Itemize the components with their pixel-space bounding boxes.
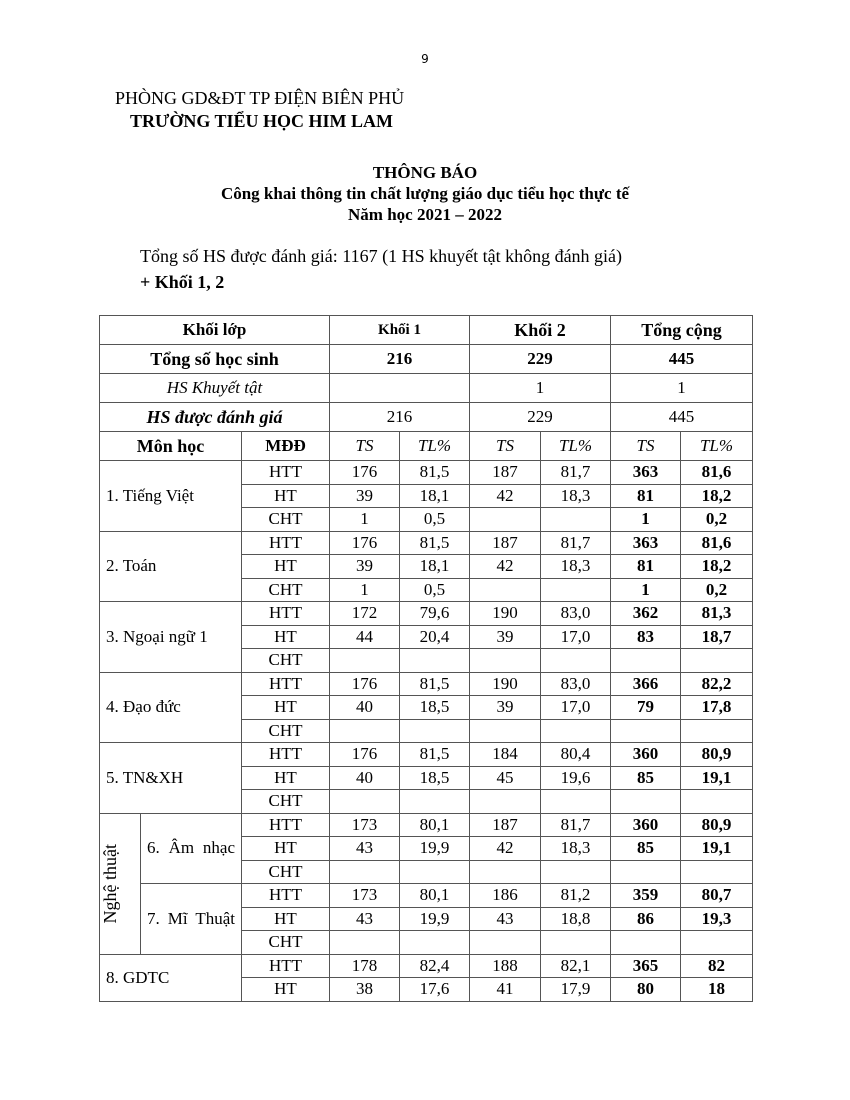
k2-ts-cell: 42 [470,484,541,508]
level-cell: CHT [242,860,330,884]
k1-tl-cell [400,719,470,743]
k2-ts-cell: 186 [470,884,541,908]
table-row [100,954,753,978]
doc-title: THÔNG BÁO [372,163,478,182]
level-cell: HTT [242,813,330,837]
t-ts-cell: 360 [611,813,681,837]
level-cell: HT [242,978,330,1002]
k1-ts-cell: 1 [330,508,400,532]
subhead-k1-ts: TS [330,432,400,461]
header-khoi-2: Khối 2 [470,316,611,345]
t-tl-cell: 19,1 [681,766,753,790]
total-students-label: Tổng số học sinh [100,345,330,374]
t-tl-cell: 18 [681,978,753,1002]
k1-ts-cell: 176 [330,531,400,555]
assessed-k2: 229 [470,403,611,432]
k2-tl-cell: 81,7 [541,813,611,837]
t-ts-cell: 85 [611,766,681,790]
k1-tl-cell: 81,5 [400,461,470,485]
subhead-mdd: MĐĐ [242,432,330,461]
k2-tl-cell: 82,1 [541,954,611,978]
table-row [100,743,753,767]
level-cell: HT [242,696,330,720]
level-cell: CHT [242,649,330,673]
page-number: 9 [421,52,429,66]
t-tl-cell: 18,2 [681,555,753,579]
table-row [100,884,753,908]
department-name: PHÒNG GD&ĐT TP ĐIỆN BIÊN PHỦ [115,88,405,108]
subject-name: 8. GDTC [100,954,242,1001]
k1-tl-cell: 80,1 [400,884,470,908]
subject-name: 5. TN&XH [100,743,242,814]
t-ts-cell: 81 [611,484,681,508]
art-group-label [100,813,141,954]
k2-tl-cell: 18,3 [541,484,611,508]
k1-ts-cell: 1 [330,578,400,602]
table-row [100,461,753,485]
subhead-total-tl: TL% [681,432,753,461]
t-tl-cell: 80,9 [681,813,753,837]
k2-ts-cell: 39 [470,625,541,649]
k2-tl-cell: 81,7 [541,461,611,485]
t-ts-cell: 1 [611,508,681,532]
k1-ts-cell: 43 [330,907,400,931]
header-khoi-lop: Khối lớp [100,316,330,345]
t-ts-cell: 360 [611,743,681,767]
k2-tl-cell: 17,0 [541,696,611,720]
t-ts-cell: 79 [611,696,681,720]
k2-ts-cell: 187 [470,461,541,485]
art-group-text: Nghệ thuật [100,843,120,924]
subject-name: 3. Ngoại ngữ 1 [100,602,242,673]
k2-tl-cell [541,578,611,602]
k1-ts-cell: 39 [330,555,400,579]
school-name: TRƯỜNG TIỂU HỌC HIM LAM [130,111,394,131]
k1-ts-cell [330,649,400,673]
k1-tl-cell: 20,4 [400,625,470,649]
t-ts-cell: 365 [611,954,681,978]
k2-tl-cell [541,649,611,673]
k1-tl-cell: 0,5 [400,578,470,602]
t-ts-cell: 363 [611,461,681,485]
k2-ts-cell [470,860,541,884]
k1-tl-cell: 18,5 [400,696,470,720]
k1-ts-cell: 173 [330,813,400,837]
table-row [100,672,753,696]
k1-tl-cell: 81,5 [400,531,470,555]
level-cell: CHT [242,578,330,602]
t-ts-cell: 86 [611,907,681,931]
subject-name: 6. Âm nhạc [141,813,242,884]
t-tl-cell: 81,6 [681,461,753,485]
k2-ts-cell: 187 [470,813,541,837]
k1-tl-cell: 0,5 [400,508,470,532]
k2-ts-cell: 187 [470,531,541,555]
k1-ts-cell [330,719,400,743]
level-cell: HT [242,837,330,861]
total-all: 445 [611,345,753,374]
k2-ts-cell: 41 [470,978,541,1002]
k1-tl-cell: 19,9 [400,837,470,861]
t-ts-cell [611,719,681,743]
school-year: Năm học 2021 – 2022 [348,205,502,224]
level-cell: HT [242,625,330,649]
disabled-total: 1 [611,374,753,403]
k2-ts-cell [470,790,541,814]
k1-tl-cell: 18,1 [400,555,470,579]
k2-tl-cell: 83,0 [541,672,611,696]
k2-ts-cell [470,649,541,673]
k2-tl-cell [541,508,611,532]
k2-ts-cell: 45 [470,766,541,790]
t-tl-cell: 82,2 [681,672,753,696]
k2-ts-cell: 188 [470,954,541,978]
k2-ts-cell: 190 [470,672,541,696]
level-cell: HTT [242,461,330,485]
k1-tl-cell [400,931,470,955]
k1-ts-cell: 176 [330,461,400,485]
assessed-k1: 216 [330,403,470,432]
subhead-k2-tl: TL% [541,432,611,461]
t-tl-cell [681,931,753,955]
t-ts-cell: 85 [611,837,681,861]
k2-tl-cell: 18,3 [541,555,611,579]
t-tl-cell: 0,2 [681,508,753,532]
k1-ts-cell: 40 [330,766,400,790]
k2-ts-cell [470,719,541,743]
k2-tl-cell: 19,6 [541,766,611,790]
t-tl-cell: 0,2 [681,578,753,602]
k1-ts-cell: 173 [330,884,400,908]
t-ts-cell: 362 [611,602,681,626]
k2-tl-cell: 81,2 [541,884,611,908]
subhead-mon-hoc: Môn học [100,432,242,461]
k1-ts-cell [330,931,400,955]
level-cell: HTT [242,602,330,626]
subhead-k2-ts: TS [470,432,541,461]
t-ts-cell: 80 [611,978,681,1002]
k1-tl-cell: 81,5 [400,743,470,767]
t-ts-cell: 83 [611,625,681,649]
k1-tl-cell: 80,1 [400,813,470,837]
k2-ts-cell: 43 [470,907,541,931]
k1-tl-cell: 82,4 [400,954,470,978]
subject-name: 2. Toán [100,531,242,602]
t-tl-cell: 81,3 [681,602,753,626]
t-ts-cell: 81 [611,555,681,579]
t-ts-cell [611,860,681,884]
level-cell: CHT [242,790,330,814]
t-tl-cell [681,860,753,884]
level-cell: HT [242,766,330,790]
t-tl-cell: 18,2 [681,484,753,508]
total-k1: 216 [330,345,470,374]
k1-ts-cell [330,860,400,884]
k1-tl-cell [400,860,470,884]
k1-tl-cell: 18,5 [400,766,470,790]
subhead-total-ts: TS [611,432,681,461]
level-cell: HTT [242,954,330,978]
t-tl-cell: 82 [681,954,753,978]
t-tl-cell: 80,9 [681,743,753,767]
header-tong-cong: Tổng cộng [611,316,753,345]
t-ts-cell [611,931,681,955]
t-ts-cell [611,790,681,814]
t-tl-cell: 17,8 [681,696,753,720]
t-ts-cell: 359 [611,884,681,908]
k2-tl-cell: 80,4 [541,743,611,767]
t-ts-cell: 366 [611,672,681,696]
k1-ts-cell: 40 [330,696,400,720]
header-khoi-1: Khối 1 [330,316,470,345]
k2-ts-cell: 42 [470,837,541,861]
t-tl-cell [681,649,753,673]
t-tl-cell: 18,7 [681,625,753,649]
k2-tl-cell: 18,8 [541,907,611,931]
k1-ts-cell [330,790,400,814]
doc-subtitle: Công khai thông tin chất lượng giáo dục tiểu học thực tế [220,184,630,203]
k2-ts-cell: 184 [470,743,541,767]
k2-tl-cell: 17,0 [541,625,611,649]
k2-ts-cell [470,931,541,955]
disabled-k1 [330,374,470,403]
t-tl-cell: 80,7 [681,884,753,908]
level-cell: HT [242,484,330,508]
t-tl-cell [681,790,753,814]
k2-tl-cell: 18,3 [541,837,611,861]
total-k2: 229 [470,345,611,374]
table-row [100,602,753,626]
k1-ts-cell: 38 [330,978,400,1002]
k2-ts-cell: 42 [470,555,541,579]
k1-tl-cell: 19,9 [400,907,470,931]
k2-ts-cell [470,508,541,532]
t-tl-cell: 81,6 [681,531,753,555]
table-row [100,813,753,837]
level-cell: CHT [242,719,330,743]
t-tl-cell: 19,1 [681,837,753,861]
level-cell: HT [242,555,330,579]
t-tl-cell: 19,3 [681,907,753,931]
t-ts-cell [611,649,681,673]
subject-name: 1. Tiếng Việt [100,461,242,532]
k1-ts-cell: 176 [330,743,400,767]
level-cell: HTT [242,743,330,767]
summary-text: Tổng số HS được đánh giá: 1167 (1 HS khuyết tật không đánh giá) [140,246,623,266]
k1-ts-cell: 43 [330,837,400,861]
quality-table [99,315,753,1002]
k2-tl-cell [541,719,611,743]
k1-tl-cell: 17,6 [400,978,470,1002]
t-ts-cell: 1 [611,578,681,602]
subhead-k1-tl: TL% [400,432,470,461]
k1-ts-cell: 39 [330,484,400,508]
k1-tl-cell: 79,6 [400,602,470,626]
assessed-total: 445 [611,403,753,432]
k1-ts-cell: 176 [330,672,400,696]
k2-tl-cell: 17,9 [541,978,611,1002]
k2-tl-cell [541,860,611,884]
level-cell: HT [242,907,330,931]
t-tl-cell [681,719,753,743]
k1-ts-cell: 178 [330,954,400,978]
k2-ts-cell: 190 [470,602,541,626]
k1-tl-cell: 81,5 [400,672,470,696]
k2-tl-cell [541,931,611,955]
k2-tl-cell [541,790,611,814]
level-cell: HTT [242,531,330,555]
grade-group-label: + Khối 1, 2 [140,272,225,292]
k1-ts-cell: 44 [330,625,400,649]
subject-name: 7. Mĩ Thuật [141,884,242,955]
level-cell: CHT [242,931,330,955]
table-row [100,531,753,555]
t-ts-cell: 363 [611,531,681,555]
k2-tl-cell: 83,0 [541,602,611,626]
disabled-label: HS Khuyết tật [100,374,330,403]
k1-ts-cell: 172 [330,602,400,626]
k1-tl-cell [400,649,470,673]
k2-ts-cell [470,578,541,602]
level-cell: HTT [242,884,330,908]
assessed-label: HS được đánh giá [100,403,330,432]
k1-tl-cell: 18,1 [400,484,470,508]
k2-ts-cell: 39 [470,696,541,720]
level-cell: HTT [242,672,330,696]
disabled-k2: 1 [470,374,611,403]
k1-tl-cell [400,790,470,814]
subject-name: 4. Đạo đức [100,672,242,743]
level-cell: CHT [242,508,330,532]
k2-tl-cell: 81,7 [541,531,611,555]
